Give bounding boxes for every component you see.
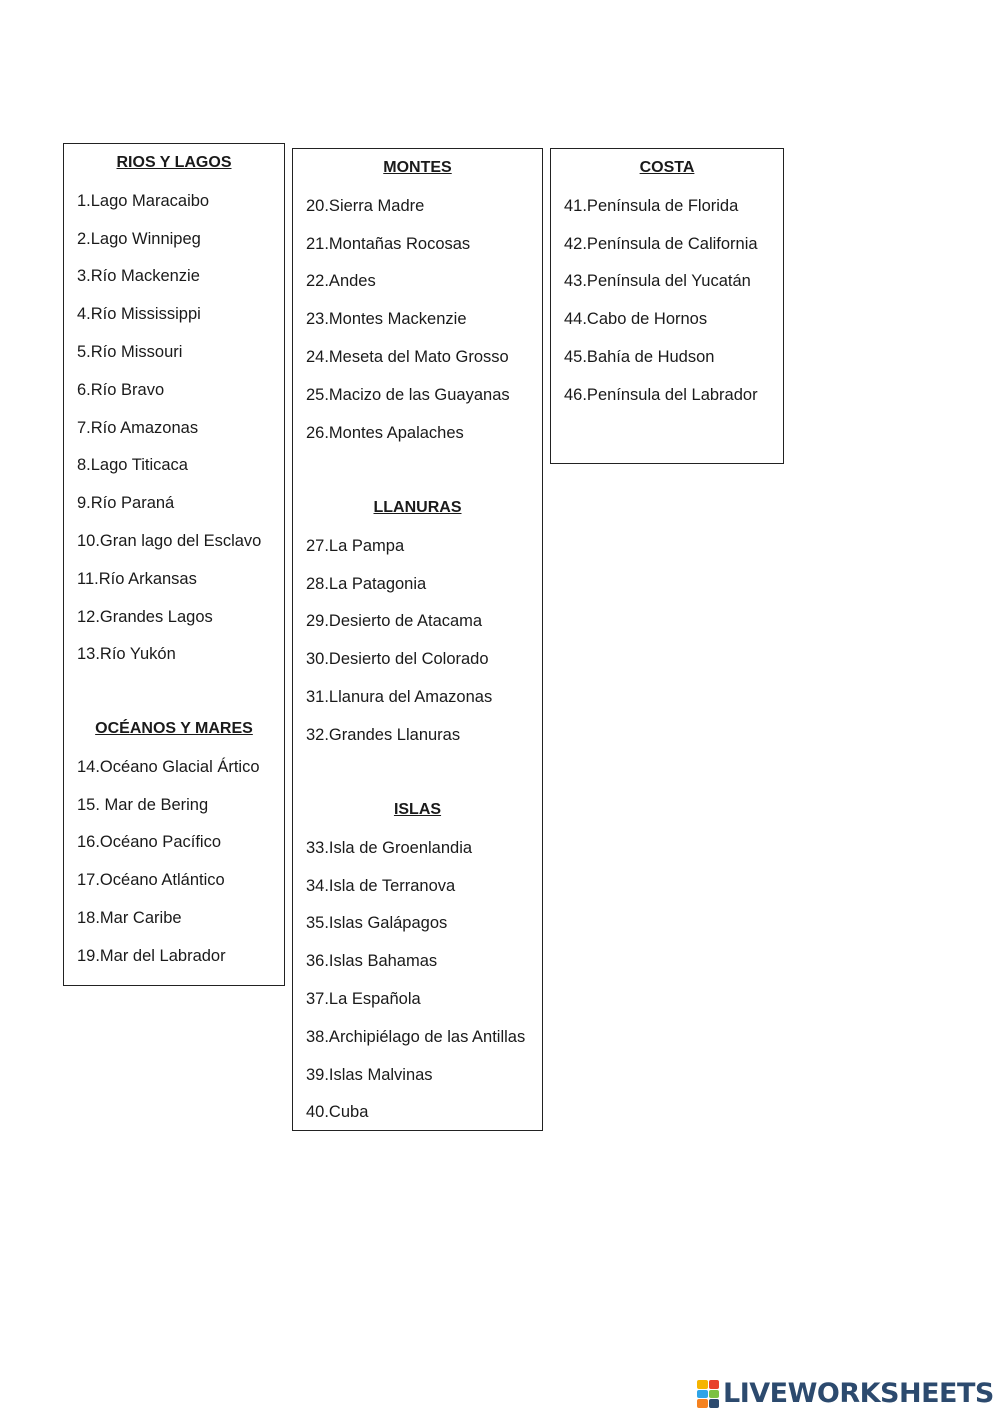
list-item: 40.Cuba [306,1103,369,1122]
liveworksheets-logo [697,1378,994,1410]
list-item: 17.Océano Atlántico [77,871,225,890]
list-item: 22.Andes [306,272,376,291]
list-item: 13.Río Yukón [77,645,176,664]
list-item: 45.Bahía de Hudson [564,348,715,366]
list-item: 21.Montañas Rocosas [306,234,471,253]
column-montes-llanuras-islas [292,148,543,1131]
list-item: 35.Islas Galápagos [306,914,448,933]
list-item: 36.Islas Bahamas [306,952,438,971]
list-item: 16.Océano Pacífico [77,833,222,852]
list-item: 27.La Pampa [306,536,405,555]
section-title: LLANURAS [373,499,462,516]
list-item: 14.Océano Glacial Ártico [77,757,260,776]
list-item: 2.Lago Winnipeg [77,229,201,248]
list-item: 37.La Española [306,990,421,1008]
list-item: 44.Cabo de Hornos [564,310,708,329]
list-item: 10.Gran lago del Esclavo [77,532,262,550]
list-item: 5.Río Missouri [77,343,183,361]
list-item: 46.Península del Labrador [564,385,758,404]
list-item: 12.Grandes Lagos [77,607,213,626]
section-title: ISLAS [393,801,442,818]
list-item: 19.Mar del Labrador [77,946,226,965]
column-costa [550,148,784,464]
liveworksheets-logo-icon [697,1380,719,1408]
list-item: 1.Lago Maracaibo [77,191,210,210]
brand-text: LIVEWORKSHEETS [723,1378,994,1409]
section-title: COSTA [639,159,695,176]
list-item: 38.Archipiélago de las Antillas [306,1027,526,1046]
section-title: RIOS Y LAGOS [116,154,232,171]
list-item: 8.Lago Titicaca [77,456,188,475]
list-item: 6.Río Bravo [77,380,165,399]
list-item: 20.Sierra Madre [306,196,425,215]
list-item: 26.Montes Apalaches [306,423,464,442]
section-title: OCÉANOS Y MARES [95,720,253,737]
list-item: 25.Macizo de las Guayanas [306,385,510,404]
list-item: 11.Río Arkansas [77,569,197,588]
list-item: 41.Península de Florida [564,196,739,215]
list-item: 28.La Patagonia [306,574,427,593]
list-item: 34.Isla de Terranova [306,876,456,895]
list-item: 3.Río Mackenzie [77,267,200,286]
list-item: 29.Desierto de Atacama [306,612,483,631]
list-item: 24.Meseta del Mato Grosso [306,348,509,366]
list-item: 39.Islas Malvinas [306,1065,433,1084]
list-item: 30.Desierto del Colorado [306,650,489,669]
list-item: 32.Grandes Llanuras [306,725,461,744]
list-item: 33.Isla de Groenlandia [306,838,473,857]
section-title: MONTES [383,159,452,176]
list-item: 18.Mar Caribe [77,909,182,927]
list-item: 4.Río Mississippi [77,305,201,324]
list-item: 23.Montes Mackenzie [306,310,467,329]
list-item: 9.Río Paraná [77,494,175,513]
column-rios-oceanos [63,143,285,986]
list-item: 42.Península de California [564,234,758,253]
list-item: 43.Península del Yucatán [564,272,751,291]
list-item: 15. Mar de Bering [77,795,209,814]
list-item: 7.Río Amazonas [77,418,199,437]
list-item: 31.Llanura del Amazonas [306,688,493,706]
